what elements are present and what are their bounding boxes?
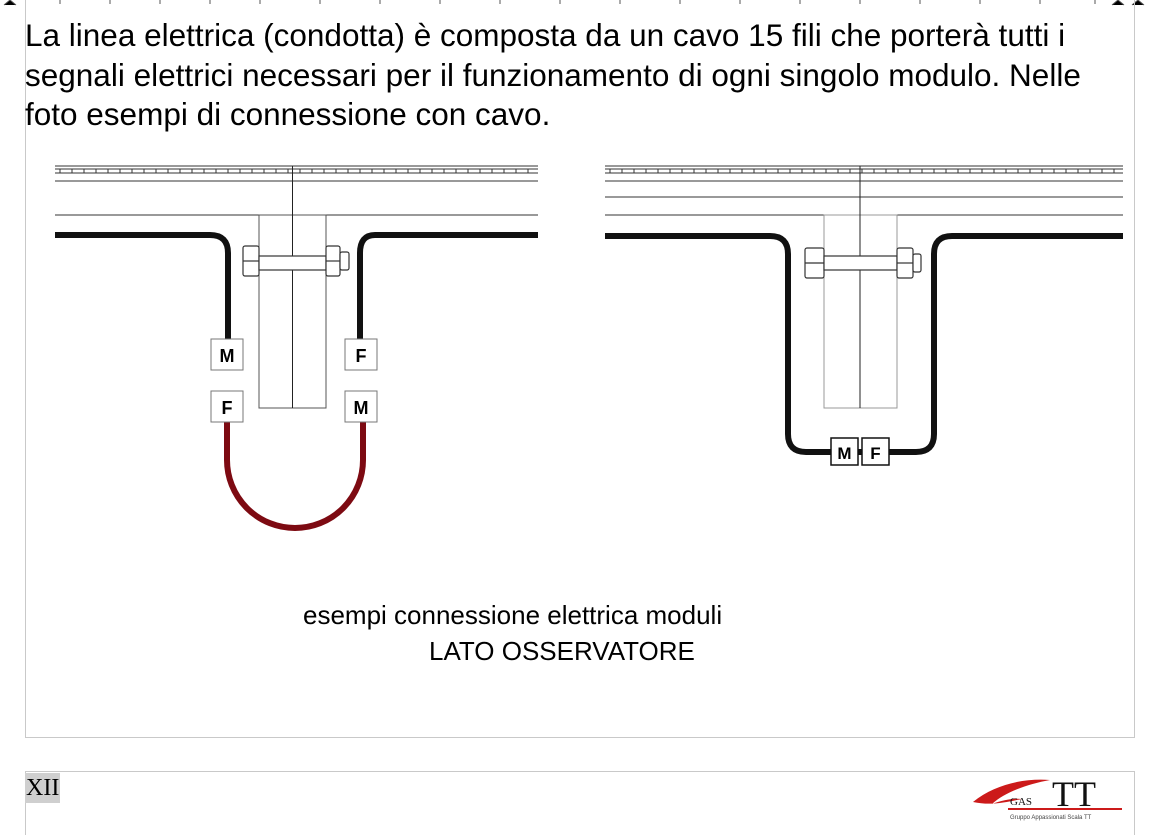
connector-label: F bbox=[355, 346, 367, 366]
left-module-frame bbox=[259, 166, 326, 408]
intro-paragraph: La linea elettrica (condotta) è composta da un cavo 15 fili che porterà tutti i segnali elettrici necessari per il funzionamento di ogni singolo modulo. Nelle foto esempi di connessione con cavo. bbox=[25, 17, 1081, 132]
left-cable-right bbox=[360, 235, 538, 341]
right-connection-diagram bbox=[605, 166, 1123, 465]
right-female-connector bbox=[862, 438, 889, 465]
left-lower-male-connector bbox=[345, 391, 377, 422]
page-footer bbox=[25, 771, 1135, 835]
logo-gas-text: GAS bbox=[1010, 796, 1033, 808]
logo-tt-text: TT bbox=[1052, 774, 1096, 814]
right-module-frame bbox=[824, 166, 897, 408]
page-number: XII bbox=[26, 775, 60, 801]
connector-label: M bbox=[837, 444, 852, 463]
left-lower-female-connector bbox=[211, 391, 243, 422]
left-track-rail bbox=[55, 166, 538, 215]
connector-label: F bbox=[870, 444, 881, 463]
gas-tt-logo bbox=[970, 774, 1125, 830]
right-male-connector bbox=[831, 438, 858, 465]
connector-label: M bbox=[353, 398, 369, 418]
left-upper-female-connector bbox=[345, 339, 377, 370]
connector-label: M bbox=[219, 346, 235, 366]
left-upper-male-connector bbox=[211, 339, 243, 370]
left-cable-left bbox=[55, 235, 228, 341]
left-connection-diagram bbox=[55, 166, 538, 528]
connector-label: F bbox=[221, 398, 233, 418]
left-jumper-cable bbox=[227, 421, 363, 528]
caption-line-2: LATO OSSERVATORE bbox=[429, 636, 695, 666]
right-track-rail bbox=[605, 166, 1123, 215]
logo-tagline: Gruppo Appassionati Scala TT bbox=[1010, 815, 1092, 821]
caption-line-1: esempi connessione elettrica moduli bbox=[303, 600, 723, 630]
